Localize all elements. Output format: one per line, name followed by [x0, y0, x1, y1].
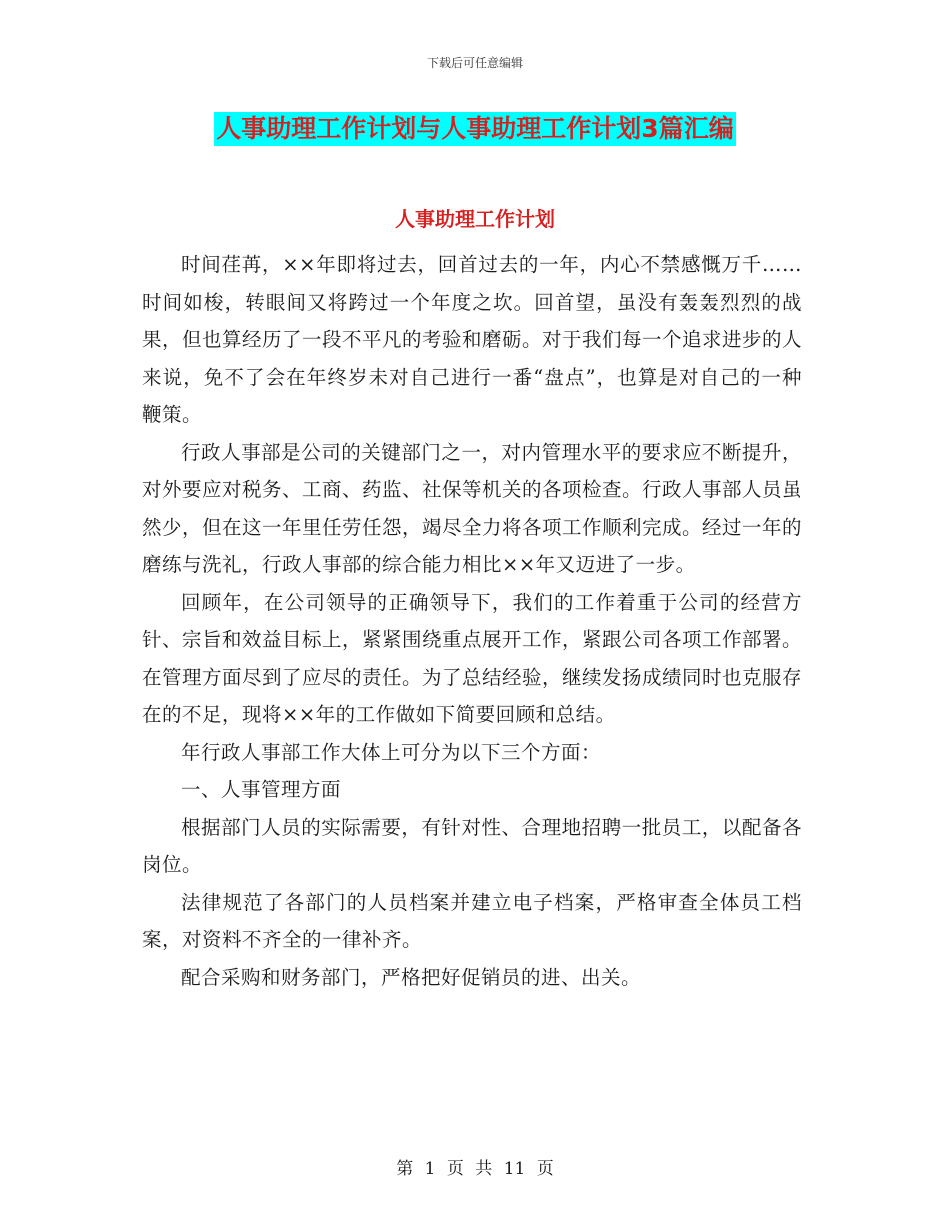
paragraph: 行政人事部是公司的关键部门之一，对内管理水平的要求应不断提升，对外要应对税务、工商、药监、社保等机关的各项检查。行政人事部人员虽然少，但在这一年里任劳任怨，竭尽全力将各项工作顺利完成。经过一年的磨练与洗礼，行政人事部的综合能力相比××年又迈进了一步。 [142, 440, 803, 576]
document-body [142, 246, 802, 996]
header-note: 下载后可任意编辑 [426, 56, 523, 70]
paragraph: 回顾年，在公司领导的正确领导下，我们的工作着重于公司的经营方针、宗旨和效益目标上，紧紧围绕重点展开工作，紧跟公司各项工作部署。在管理方面尽到了应尽的责任。为了总结经验，继续发扬成绩同时也克服存在的不足，现将××年的工作做如下简要回顾和总结。 [142, 590, 803, 726]
section-heading: 一、人事管理方面 [181, 778, 342, 801]
paragraph: 时间荏苒，××年即将过去，回首过去的一年，内心不禁感慨万千……时间如梭，转眼间又将跨过一个年度之坎。回首望，虽没有轰轰烈烈的战果，但也算经历了一段不平凡的考验和磨砺。对于我们每一个追求进步的人来说，免不了会在年终岁未对自己进行一番“盘点”，也算是对自己的一种鞭策。 [142, 253, 803, 426]
paragraph: 根据部门人员的实际需要，有针对性、合理地招聘一批员工，以配备各岗位。 [142, 815, 802, 876]
paragraph: 配合采购和财务部门，严格把好促销员的进、出关。 [181, 965, 642, 989]
paragraph: 年行政人事部工作大体上可分为以下三个方面： [181, 740, 602, 764]
document-title: 人事助理工作计划与人事助理工作计划3篇汇编 [214, 112, 735, 146]
main-title-container [0, 112, 950, 146]
section-title: 人事助理工作计划 [395, 207, 555, 231]
paragraph: 法律规范了各部门的人员档案并建立电子档案，严格审查全体员工档案，对资料不齐全的一律补齐。 [142, 890, 802, 951]
page-indicator: 第 1 页 共 11 页 [396, 1159, 554, 1179]
